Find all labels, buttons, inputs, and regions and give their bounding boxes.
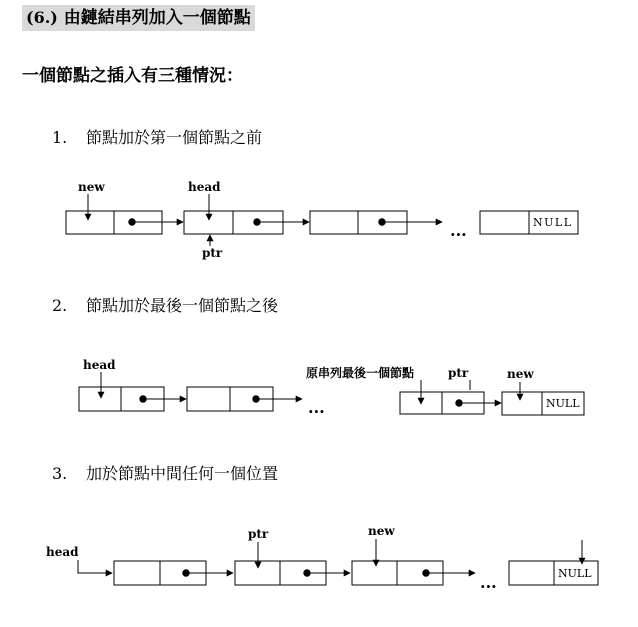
d1-new-node xyxy=(66,211,183,234)
d3-node-3 xyxy=(352,561,475,585)
d3-null-node xyxy=(509,561,598,585)
d2-node-2 xyxy=(187,387,302,411)
d3-ptr-label: ptr xyxy=(248,527,269,541)
d2-new-label: new xyxy=(507,367,534,381)
d1-head-label: head xyxy=(188,180,221,194)
d1-head-node xyxy=(184,211,309,234)
case-1-number: 1. xyxy=(52,128,68,147)
d2-last-node xyxy=(400,392,501,414)
diagram-3 xyxy=(46,524,598,592)
d3-head-arrow xyxy=(78,560,112,573)
section-title-text: 由鏈結串列加入一個節點 xyxy=(63,8,251,28)
diagram-1 xyxy=(66,180,578,260)
section-number: (6.) xyxy=(26,8,58,27)
d1-ellipsis: ... xyxy=(450,221,467,240)
case-1-text: 節點加於第一個節點之前 xyxy=(86,128,263,147)
d2-head-label: head xyxy=(83,358,116,372)
d2-ellipsis: ... xyxy=(308,398,325,417)
d1-null-node xyxy=(480,211,578,234)
d1-null-text: NULL xyxy=(533,216,573,229)
d2-new-node xyxy=(502,392,584,415)
d1-new-label: new xyxy=(78,180,105,194)
d3-null-text: NULL xyxy=(558,567,592,580)
d2-ptr-label: ptr xyxy=(448,366,469,380)
d3-ptr-node xyxy=(235,561,350,585)
case-2-text: 節點加於最後一個節點之後 xyxy=(86,296,279,315)
case-3-text: 加於節點中間任何一個位置 xyxy=(86,464,279,483)
d1-ptr-label: ptr xyxy=(202,246,223,260)
d2-last-node-label: 原串列最後一個節點 xyxy=(306,366,415,380)
case-3-number: 3. xyxy=(52,464,68,483)
d3-head-label: head xyxy=(46,545,79,559)
d1-node-3 xyxy=(310,211,442,234)
d2-null-text: NULL xyxy=(546,397,580,410)
d3-node-1 xyxy=(114,561,233,585)
d3-ellipsis: ... xyxy=(480,573,497,592)
d3-new-label: new xyxy=(368,524,395,538)
case-2-number: 2. xyxy=(52,296,68,315)
d2-node-1 xyxy=(79,387,186,411)
diagram-2 xyxy=(79,358,584,417)
intro-heading: 一個節點之插入有三種情況： xyxy=(22,66,243,86)
